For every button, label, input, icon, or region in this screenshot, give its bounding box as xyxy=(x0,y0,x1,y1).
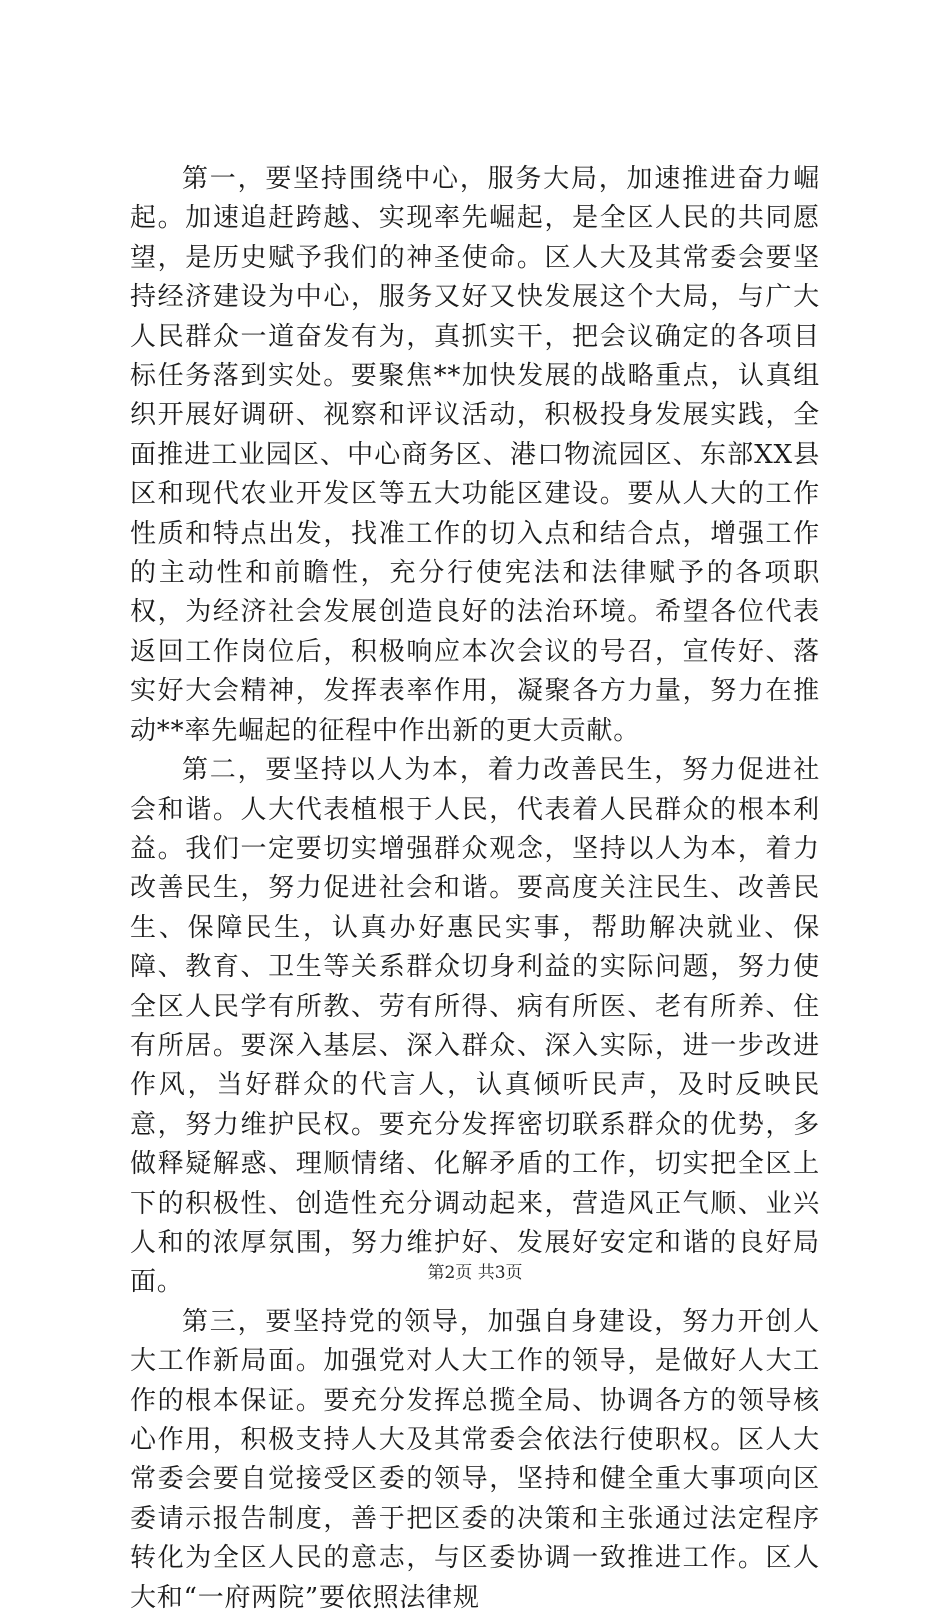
body-text xyxy=(130,160,820,1618)
paragraph-second: 第二，要坚持以人为本，着力改善民生，努力促进社会和谐。人大代表植根于人民，代表着人民群众的根本利益。我们一定要切实增强群众观念，坚持以人为本，着力改善民生，努力促进社会和谐。要高度关注民生、改善民生、保障民生，认真办好惠民实事，帮助解决就业、保障、教育、卫生等关系群众切身利益的实际问题，努力使全区人民学有所教、劳有所得、病有所医、老有所养、住有所居。要深入基层、深入群众、深入实际，进一步改进作风，当好群众的代言人，认真倾听民声，及时反映民意，努力维护民权。要充分发挥密切联系群众的优势，多做释疑解惑、理顺情绪、化解矛盾的工作，切实把全区上下的积极性、创造性充分调动起来，营造风正气顺、业兴人和的浓厚氛围，努力维护好、发展好安定和谐的良好局面。 xyxy=(130,755,820,1298)
paragraph-third: 第三，要坚持党的领导，加强自身建设，努力开创人大工作新局面。加强党对人大工作的领导，是做好人大工作的根本保证。要充分发挥总揽全局、协调各方的领导核心作用，积极支持人大及其常委会依法行使职权。区人大常委会要自觉接受区委的领导，坚持和健全重大事项向区委请示报告制度，善于把区委的决策和主张通过法定程序转化为全区人民的意志，与区委协调一致推进工作。区人大和“一府两院”要依照法律规 xyxy=(130,1306,820,1613)
page-footer: 第2页 共3页 xyxy=(427,1263,523,1283)
paragraph-first: 第一，要坚持围绕中心，服务大局，加速推进奋力崛起。加速追赶跨越、实现率先崛起，是全区人民的共同愿望，是历史赋予我们的神圣使命。区人大及其常委会要坚持经济建设为中心，服务又好又快发展这个大局，与广大人民群众一道奋发有为，真抓实干，把会议确定的各项目标任务落到实处。要聚焦**加快发展的战略重点，认真组织开展好调研、视察和评议活动，积极投身发展实践，全面推进工业园区、中心商务区、港口物流园区、东部XX县区和现代农业开发区等五大功能区建设。要从人大的工作性质和特点出发，找准工作的切入点和结合点，增强工作的主动性和前瞻性，充分行使宪法和法律赋予的各项职权，为经济社会发展创造良好的法治环境。希望各位代表返回工作岗位后，积极响应本次会议的号召，宣传好、落实好大会精神，发挥表率作用，凝聚各方力量，努力在推动**率先崛起的征程中作出新的更大贡献。 xyxy=(130,164,820,746)
